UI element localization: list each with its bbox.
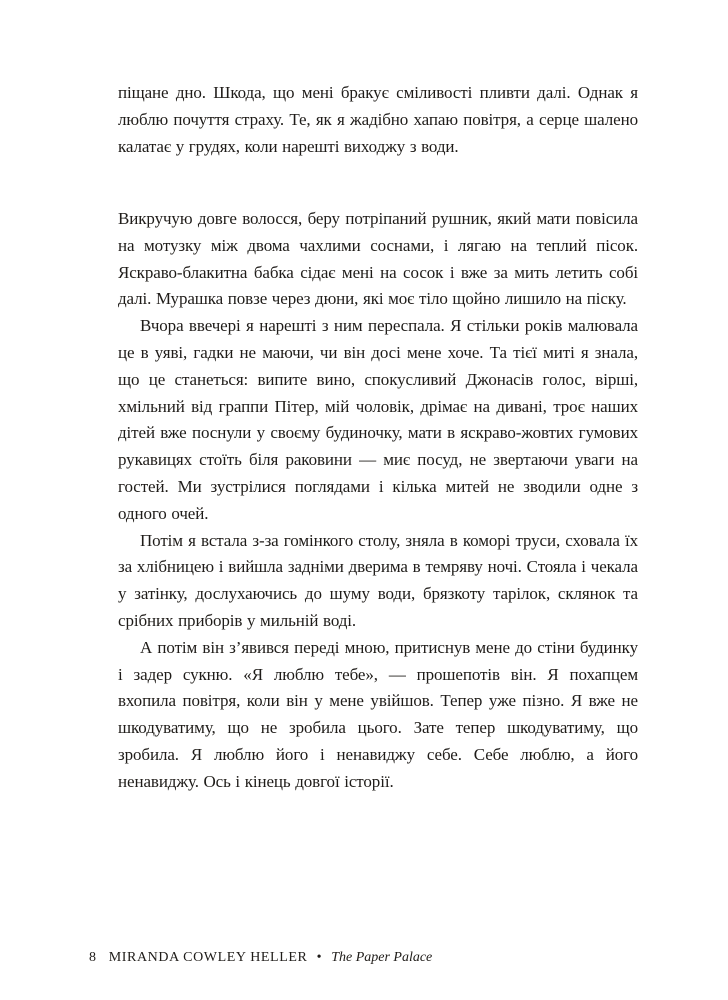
paragraph-continuation: піщане дно. Шкода, що мені бракує сміливості пливти далі. Однак я люблю почуття страху. Те, як я жадібно хапаю повітря, а серце шалено калатає у грудях, коли нарешті виходжу з води. [118, 83, 638, 156]
page-number: 8 [89, 950, 97, 965]
text-block-top [118, 80, 638, 160]
paragraph: Викручую довге волосся, беру потріпаний рушник, який мати повісила на мотузку між двома чахлими соснами, і лягаю на теплий пісок. Яскраво-блакитна бабка сідає мені на сосок і вже за мить летить собі далі. Мурашка повзе через дюни, які моє тіло щойно лишило на піску. [118, 209, 638, 309]
footer-book-title: The Paper Palace [331, 950, 433, 965]
paragraph: Вчора ввечері я нарешті з ним переспала. Я стільки років малювала це в уяві, гадки не маючи, чи він досі мене хоче. Та тієї миті я знала, що це станеться: випите вино, спокусливий Джонасів голос, вірші, хмільний від граппи Пітер, мій чоловік, дрімає на дивані, троє наших дітей вже поснули у своєму будиночку, мати в яскраво-жовтих гумових рукавицях стоїть біля раковини — миє посуд, не звертаючи уваги на гостей. Ми зустрілися поглядами і кілька митей не зводили одне з одного очей. [118, 316, 638, 523]
page-footer [89, 950, 432, 966]
footer-author: MIRANDA COWLEY HELLER [108, 950, 308, 965]
text-block-main [118, 206, 638, 796]
paragraph: А потім він з’явився переді мною, притиснув мене до стіни будинку і задер сукню. «Я люблю тебе», — прошепотів він. Я похапцем вхопила повітря, коли він у мене увійшов. Тепер уже пізно. Я вже не шкодуватиму, що не зробила цього. Зате тепер шкодуватиму, що зробила. Я люблю його і ненавиджу себе. Себе люблю, а його ненавиджу. Ось і кінець довгої історії. [118, 637, 638, 791]
paragraph: Потім я встала з-за гомінкого столу, зняла в коморі труси, сховала їх за хлібницею і вийшла задніми дверима в темряву ночі. Стояла і чекала у затінку, дослухаючись до шуму води, брязкоту тарілок, склянок та срібних приборів у мильній воді. [118, 530, 638, 630]
footer-separator: • [316, 950, 323, 965]
